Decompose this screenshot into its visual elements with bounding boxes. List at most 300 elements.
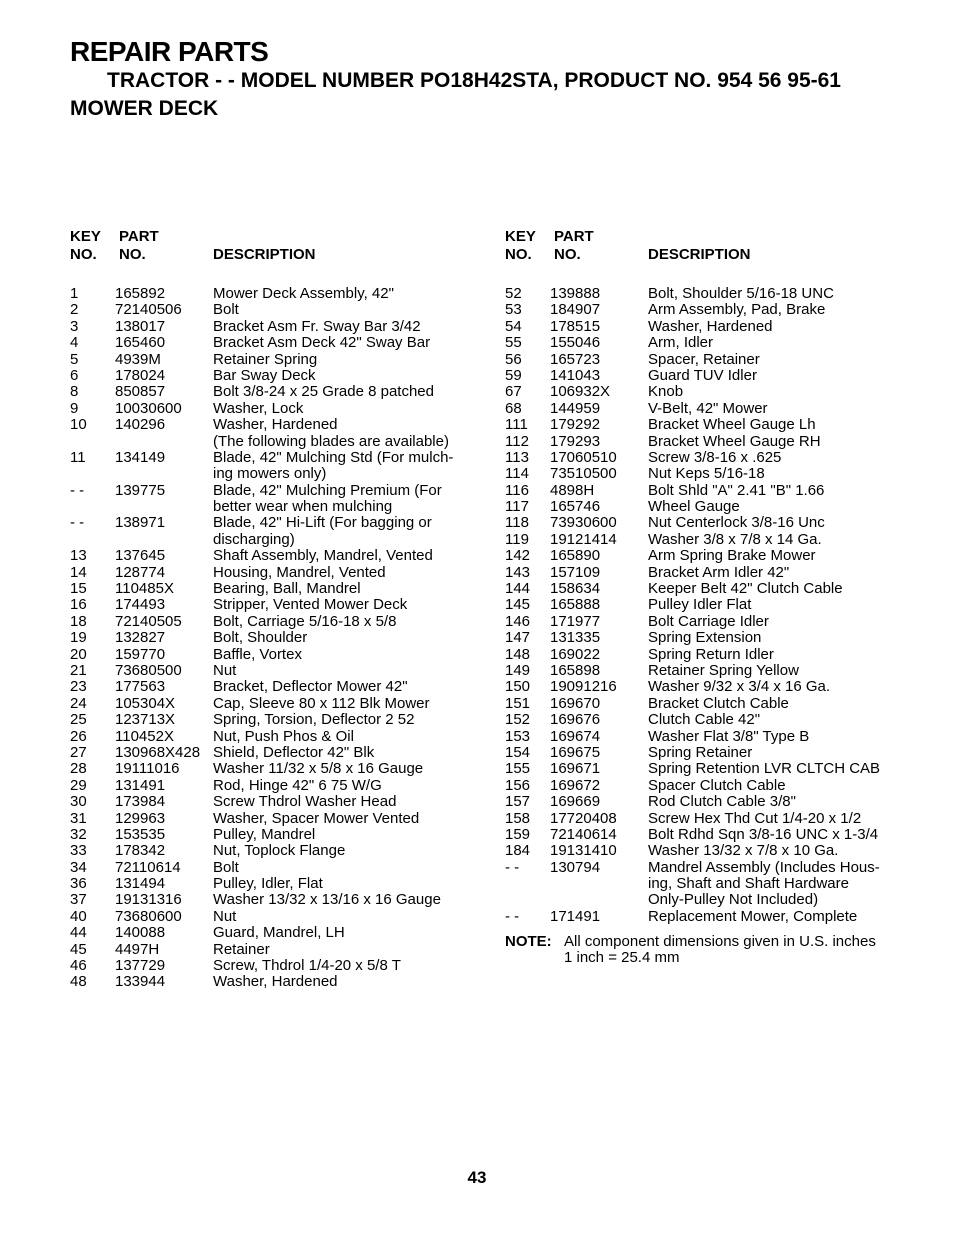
part-no: 17060510 [550,448,617,466]
part-no: 131491 [115,776,166,794]
key-no: 11 [70,448,86,466]
table-row [70,532,480,548]
description: Washer, Lock [213,399,304,417]
description: Arm Spring Brake Mower [648,547,816,565]
table-row [505,663,915,679]
description: ing mowers only) [213,465,327,483]
description: Pulley Idler Flat [648,596,752,614]
key-no: 37 [70,891,87,909]
key-no: 44 [70,924,87,942]
part-no: 179293 [550,432,601,450]
part-no: 72110614 [115,858,181,876]
description: Spring Retainer [648,743,753,761]
key-no: 18 [70,612,87,630]
header-key: KEY [505,228,536,245]
key-no: 152 [505,711,531,729]
page-title: REPAIR PARTS [70,36,269,67]
table-row [505,417,915,433]
part-no: 72140505 [115,612,182,630]
key-no: 29 [70,776,87,794]
description: Wheel Gauge [648,498,740,516]
description: Keeper Belt 42" Clutch Cable [648,580,843,598]
description: Blade, 42" Mulching Std (For mulch- [213,448,454,466]
key-no: 24 [70,694,87,712]
description: Washer, Hardened [213,416,338,434]
key-no: 1 [70,285,79,302]
part-no: 131335 [550,629,601,647]
part-no: 184907 [550,301,601,319]
part-no: 155046 [550,334,601,352]
key-no: 114 [505,465,529,483]
note-label: NOTE: [505,933,552,950]
table-row [70,434,480,450]
key-no: 142 [505,547,531,565]
description: Screw 3/8-16 x .625 [648,448,782,466]
header-key: KEY [70,228,101,245]
key-no: 113 [505,448,529,466]
table-row [505,614,915,630]
table-row [505,827,915,843]
table-row [505,696,915,712]
part-no: 171491 [550,907,601,925]
description: Mandrel Assembly (Includes Hous- [648,858,880,876]
description: Spring Extension [648,629,762,647]
part-no: 157109 [550,563,601,581]
part-no: 165723 [550,350,601,368]
key-no: - - [505,907,520,925]
key-no: 146 [505,612,531,630]
key-no: 2 [70,301,79,319]
description: Guard TUV Idler [648,366,757,384]
part-no: 171977 [550,612,601,630]
part-no: 169671 [550,760,601,778]
table-header [70,229,480,265]
key-no: 36 [70,875,87,893]
table-row [70,729,480,745]
part-no: 72140506 [115,301,182,319]
table-row [70,483,480,499]
part-no: 19121414 [550,530,617,548]
table-row [505,811,915,827]
table-row [505,647,915,663]
description: Bar Sway Deck [213,366,316,384]
parts-table-right [505,229,915,925]
table-row [70,860,480,876]
part-no: 173984 [115,793,166,811]
part-no: 73680500 [115,661,182,679]
part-no: 17720408 [550,809,617,827]
description: Stripper, Vented Mower Deck [213,596,408,614]
table-row [70,778,480,794]
table-row [70,581,480,597]
table-row [70,843,480,859]
table-row [70,974,480,990]
description: Spacer Clutch Cable [648,776,786,794]
part-no: 169670 [550,694,601,712]
description: Spring Retention LVR CLTCH CAB [648,760,881,778]
description: Nut, Toplock Flange [213,842,346,860]
key-no: 158 [505,809,531,827]
model-subtitle: TRACTOR - - MODEL NUMBER PO18H42STA, PRODUCT NO. 954 56 95-61 [107,69,841,92]
key-no: 153 [505,727,531,745]
table-row [505,401,915,417]
description: Washer 11/32 x 5/8 x 16 Gauge [213,760,424,778]
description: Bolt [213,858,239,876]
part-no: 158634 [550,580,601,598]
key-no: - - [70,481,85,499]
header-part-no: NO. [554,246,581,263]
table-row [70,286,480,302]
part-no: 4939M [115,350,161,368]
part-no: 139888 [550,285,601,302]
description: Only-Pulley Not Included) [648,891,819,909]
part-no: 73680600 [115,907,182,925]
table-row [70,679,480,695]
description: Bolt Shld "A" 2.41 "B" 1.66 [648,481,825,499]
table-row [70,663,480,679]
key-no: 26 [70,727,87,745]
part-no: 165746 [550,498,601,516]
description: Knob [648,383,684,401]
description: Bolt 3/8-24 x 25 Grade 8 patched [213,383,434,401]
description: Pulley, Idler, Flat [213,875,323,893]
description: Retainer Spring [213,350,318,368]
description: Spring, Torsion, Deflector 2 52 [213,711,415,729]
part-no: 19111016 [115,760,180,778]
description: Baffle, Vortex [213,645,302,663]
table-row [70,647,480,663]
description: Bracket Asm Deck 42" Sway Bar [213,334,431,352]
key-no: 5 [70,350,79,368]
key-no: 15 [70,580,87,598]
table-row [505,630,915,646]
key-no: 30 [70,793,87,811]
key-no: 28 [70,760,87,778]
key-no: 6 [70,366,79,384]
key-no: 184 [505,842,531,860]
description: Nut [213,661,237,679]
parts-table-left [70,229,480,991]
table-row [70,614,480,630]
description: Cap, Sleeve 80 x 112 Blk Mower [213,694,430,712]
description: (The following blades are available) [213,432,449,450]
part-no: 110485X [115,580,174,598]
key-no: 3 [70,317,79,335]
part-no: 106932X [550,383,611,401]
table-row [505,909,915,925]
table-row [505,597,915,613]
table-row [505,876,915,892]
table-row [505,532,915,548]
table-row [505,565,915,581]
key-no: 40 [70,907,87,925]
table-row [505,679,915,695]
key-no: 9 [70,399,79,417]
key-no: 144 [505,580,531,598]
key-no: 54 [505,317,522,335]
description: Bracket Clutch Cable [648,694,789,712]
table-row [505,450,915,466]
table-row [505,352,915,368]
key-no: 112 [505,432,529,450]
key-no: 156 [505,776,531,794]
table-row [70,450,480,466]
part-no: 137645 [115,547,166,565]
description: Bolt, Carriage 5/16-18 x 5/8 [213,612,397,630]
part-no: 140296 [115,416,166,434]
part-no: 140088 [115,924,166,942]
description: better wear when mulching [213,498,393,516]
key-no: 147 [505,629,531,647]
description: Bolt, Shoulder [213,629,308,647]
table-row [505,499,915,515]
key-no: 154 [505,743,531,761]
part-no: 73930600 [550,514,617,532]
table-row [505,515,915,531]
key-no: 59 [505,366,522,384]
key-no: 48 [70,973,87,991]
key-no: 155 [505,760,531,778]
table-row [70,565,480,581]
header-key-no: NO. [70,246,97,263]
part-no: 141043 [550,366,601,384]
description: Washer, Hardened [213,973,338,991]
part-no: 4497H [115,940,160,958]
description: Spacer, Retainer [648,350,760,368]
description: Retainer Spring Yellow [648,661,799,679]
part-no: 169676 [550,711,601,729]
table-row [505,843,915,859]
table-row [70,811,480,827]
description: Bolt Carriage Idler [648,612,769,630]
table-row [70,761,480,777]
description: Bolt Rdhd Sqn 3/8-16 UNC x 1-3/4 [648,825,879,843]
part-no: 130794 [550,858,601,876]
table-row [70,942,480,958]
part-no: 178515 [550,317,601,335]
description: Shaft Assembly, Mandrel, Vented [213,547,433,565]
part-no: 169669 [550,793,601,811]
part-no: 131494 [115,875,166,893]
part-no: 137729 [115,957,166,975]
key-no: 31 [70,809,87,827]
part-no: 19091216 [550,678,617,696]
part-no: 169022 [550,645,601,663]
table-row [70,335,480,351]
key-no: 45 [70,940,87,958]
table-row [70,712,480,728]
page-number: 43 [467,1168,487,1187]
description: Nut Centerlock 3/8-16 Unc [648,514,825,532]
table-row [70,302,480,318]
part-no: 123713X [115,711,176,729]
description: Bracket Wheel Gauge Lh [648,416,816,434]
description: Pulley, Mandrel [213,825,316,843]
key-no: 157 [505,793,531,811]
part-no: 110452X [115,727,174,745]
part-no: 169674 [550,727,601,745]
description: Arm Assembly, Pad, Brake [648,301,826,319]
table-row [505,712,915,728]
table-row [70,466,480,482]
table-row [70,876,480,892]
key-no: 13 [70,547,87,565]
table-row [70,794,480,810]
description: Bracket Arm Idler 42" [648,563,790,581]
header-description: DESCRIPTION [648,246,751,263]
header-key-no: NO. [505,246,532,263]
part-no: 73510500 [550,465,617,483]
description: V-Belt, 42" Mower [648,399,768,417]
table-row [70,630,480,646]
description: Blade, 42" Hi-Lift (For bagging or [213,514,432,532]
part-no: 179292 [550,416,601,434]
table-row [70,499,480,515]
description: Replacement Mower, Complete [648,907,858,925]
part-no: 134149 [115,448,166,466]
key-no: 14 [70,563,87,581]
key-no: 118 [505,514,529,532]
part-no: 4898H [550,481,595,499]
table-row [505,778,915,794]
part-no: 105304X [115,694,176,712]
description: Rod Clutch Cable 3/8" [648,793,796,811]
header-part-no: NO. [119,246,146,263]
part-no: 165892 [115,285,166,302]
table-row [505,745,915,761]
header-part: PART [554,228,594,245]
description: Retainer [213,940,270,958]
table-row [505,729,915,745]
description: Guard, Mandrel, LH [213,924,345,942]
header-description: DESCRIPTION [213,246,316,263]
key-no: 34 [70,858,87,876]
key-no: 53 [505,301,522,319]
description: ing, Shaft and Shaft Hardware [648,875,849,893]
part-no: 19131316 [115,891,182,909]
part-no: 177563 [115,678,166,696]
table-row [70,417,480,433]
section-title: MOWER DECK [70,97,219,120]
part-no: 128774 [115,563,166,581]
description: Nut, Push Phos & Oil [213,727,354,745]
part-no: 72140614 [550,825,617,843]
table-row [70,827,480,843]
key-no: 159 [505,825,531,843]
key-no: 119 [505,530,529,548]
description: Screw Thdrol Washer Head [213,793,397,811]
part-no: 130968X428 [115,743,201,761]
description: Washer 9/32 x 3/4 x 16 Ga. [648,678,831,696]
key-no: 67 [505,383,522,401]
table-row [505,548,915,564]
table-row [70,958,480,974]
description: Bracket Asm Fr. Sway Bar 3/42 [213,317,421,335]
description: Bracket, Deflector Mower 42" [213,678,408,696]
key-no: 143 [505,563,531,581]
key-no: 55 [505,334,522,352]
key-no: 148 [505,645,531,663]
table-row [505,434,915,450]
part-no: 138971 [115,514,166,532]
table-body [70,286,480,991]
key-no: 56 [505,350,522,368]
part-no: 159770 [115,645,166,663]
key-no: 46 [70,957,87,975]
key-no: 111 [505,416,528,434]
part-no: 165890 [550,547,601,565]
table-row [70,745,480,761]
table-row [505,466,915,482]
part-no: 174493 [115,596,166,614]
table-row [70,909,480,925]
description: Bearing, Ball, Mandrel [213,580,361,598]
table-row [70,925,480,941]
table-row [70,368,480,384]
table-row [505,581,915,597]
table-row [505,483,915,499]
description: Screw, Thdrol 1/4-20 x 5/8 T [213,957,401,975]
part-no: 169672 [550,776,601,794]
key-no: 19 [70,629,87,647]
note-text: All component dimensions given in U.S. inches [564,933,876,950]
description: Bolt, Shoulder 5/16-18 UNC [648,285,834,302]
key-no: 149 [505,661,531,679]
table-row [505,892,915,908]
description: Clutch Cable 42" [648,711,761,729]
description: Nut Keps 5/16-18 [648,465,765,483]
table-row [70,384,480,400]
key-no: 145 [505,596,531,614]
key-no: 27 [70,743,87,761]
part-no: 165888 [550,596,601,614]
key-no: 10 [70,416,87,434]
part-no: 138017 [115,317,166,335]
key-no: 33 [70,842,87,860]
description: Washer 13/32 x 7/8 x 10 Ga. [648,842,839,860]
key-no: 116 [505,481,529,499]
table-header [505,229,915,265]
key-no: 117 [505,498,529,516]
part-no: 129963 [115,809,166,827]
part-no: 132827 [115,629,166,647]
key-no: 21 [70,661,87,679]
description: Rod, Hinge 42" 6 75 W/G [213,776,382,794]
key-no: 8 [70,383,79,401]
description: Mower Deck Assembly, 42" [213,285,394,302]
description: Shield, Deflector 42" Blk [213,743,375,761]
description: Nut [213,907,237,925]
key-no: 20 [70,645,87,663]
part-no: 169675 [550,743,601,761]
part-no: 850857 [115,383,166,401]
key-no: - - [505,858,520,876]
table-row [505,335,915,351]
table-row [505,794,915,810]
table-row [505,302,915,318]
description: Blade, 42" Mulching Premium (For [213,481,442,499]
part-no: 139775 [115,481,166,499]
part-no: 153535 [115,825,166,843]
part-no: 165898 [550,661,601,679]
key-no: 150 [505,678,531,696]
description: Bracket Wheel Gauge RH [648,432,821,450]
description: Washer Flat 3/8" Type B [648,727,810,745]
part-no: 165460 [115,334,166,352]
table-row [505,860,915,876]
part-no: 10030600 [115,399,182,417]
table-row [70,401,480,417]
